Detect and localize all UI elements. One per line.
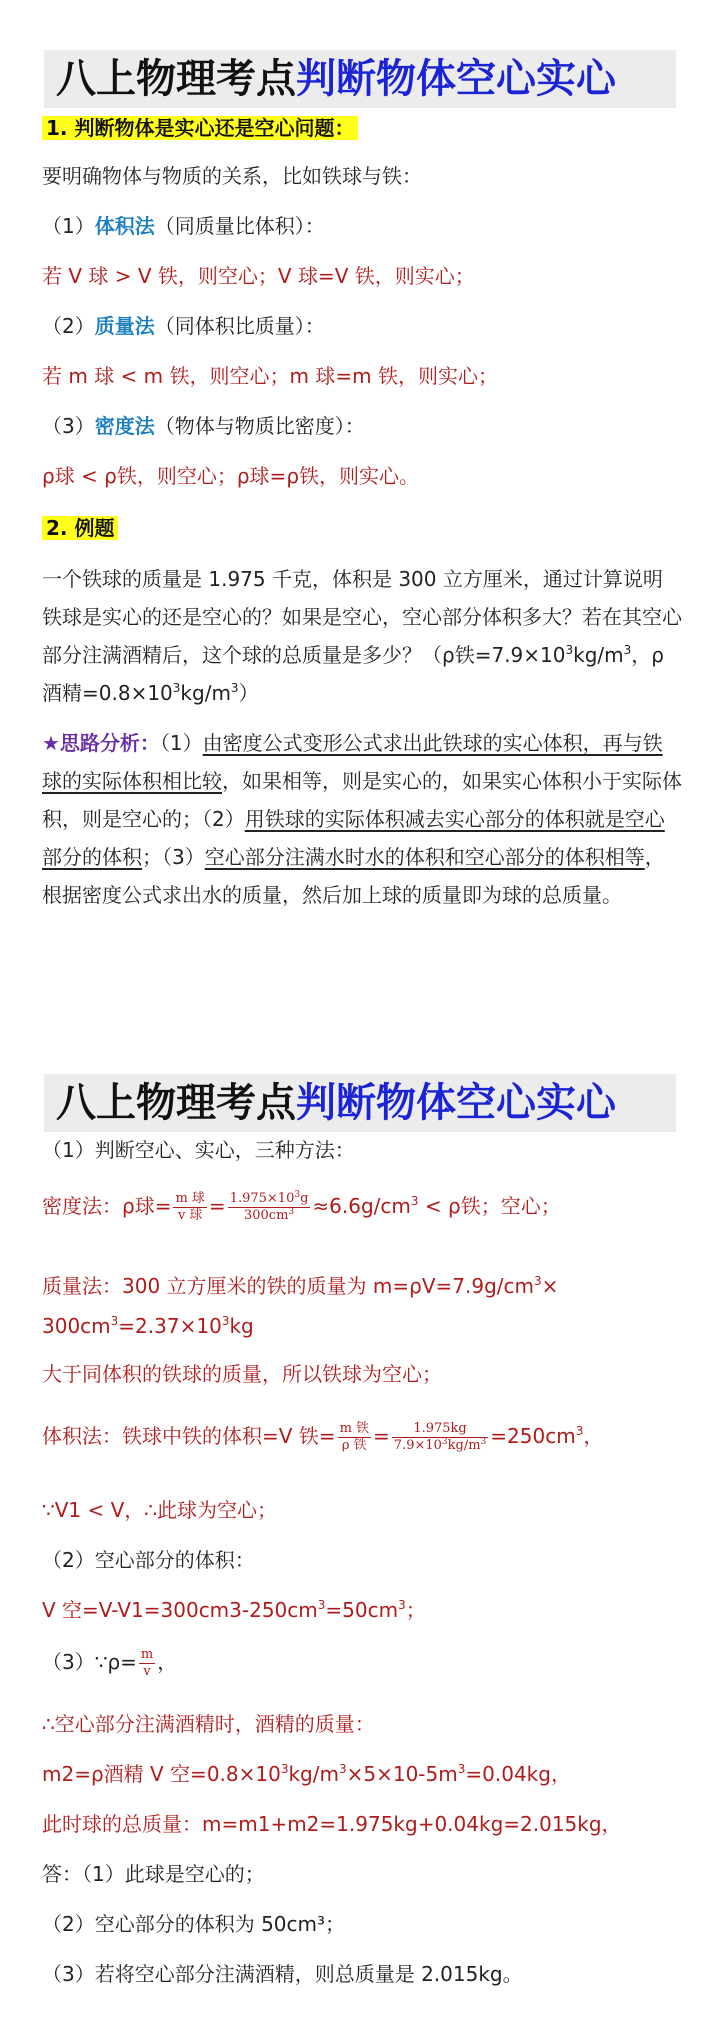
- method2-keyword: 质量法: [94, 314, 155, 338]
- analysis-label: ★思路分析：: [42, 731, 160, 755]
- part2-heading: （2）空心部分的体积：: [42, 1548, 255, 1572]
- title-black-part: 八上物理考点: [56, 56, 296, 102]
- heading-2: 2. 例题: [42, 514, 679, 542]
- title-blue-part: 判断物体空心实心: [296, 1080, 616, 1126]
- method1-keyword: 体积法: [94, 214, 155, 238]
- intro-text: 要明确物体与物质的关系，比如铁球与铁：: [42, 164, 422, 188]
- title-black-part: 八上物理考点: [56, 1080, 296, 1126]
- section2-title: [44, 1074, 676, 1132]
- answer-1: 答：（1）此球是空心的；: [42, 1862, 265, 1886]
- section1-title: [44, 50, 676, 108]
- density-method: 密度法：ρ球= $\frac{\text{m 球}}{\text{v 球}}$ = $\frac{1.975\times 10^3g}{300cm^3}$ $\approx 6.6g/cm^3 < \rho$铁；空心；: [42, 1190, 561, 1223]
- method3-keyword: 密度法: [94, 414, 155, 438]
- heading-1: 1. 判断物体是实心还是空心问题：: [42, 114, 679, 142]
- part1-heading: （1）判断空心、实心，三种方法：: [42, 1138, 355, 1162]
- problem-text: 一个铁球的质量是 1.975 千克，体积是 300 立方厘米，通过计算说明铁球是实心的还是空心的？如果是空心，空心部分体积多大？若在其空心部分注满酒精后，这个球的总质量是多少？（ρ铁$=7.9\times 10^3kg/m^3$，ρ酒精$=0.8\times 10^3kg/m^3$）: [42, 567, 682, 705]
- mass-method: 质量法：300 立方厘米的铁的质量为 $m=\rho V=7.9g/cm^3\times$ $300cm^3=2.37\times 10^3kg$: [42, 1274, 559, 1338]
- title-blue-part: 判断物体空心实心: [296, 56, 616, 102]
- total-mass: 此时球的总质量：m=m1+m2=1.975kg+0.04kg=2.015kg，: [42, 1812, 622, 1836]
- method1-rule: 若 V 球 > V 铁，则空心；V 球=V 铁，则实心；: [42, 264, 475, 288]
- answer-3: （3）若将空心部分注满酒精，则总质量是 2.015kg。: [42, 1962, 523, 1986]
- method2-line: （2）质量法（同体积比质量）：: [42, 314, 325, 338]
- volume-fraction-2: $\frac{1.975kg}{7.9\times 10^3kg/m^3}$: [393, 1421, 487, 1453]
- alcohol-mass: m2=ρ酒精 V 空$=0.8\times 10^3kg/m^3\times 5\times 10-5m^3=0.04kg$，: [42, 1762, 571, 1786]
- density-formula-fraction: $\frac{m}{v}$: [140, 1647, 154, 1679]
- method3-rule: ρ球 < ρ铁，则空心；ρ球=ρ铁，则实心。: [42, 464, 420, 488]
- alcohol-intro: ∴空心部分注满酒精时，酒精的质量：: [42, 1712, 375, 1736]
- mass-conclusion: 大于同体积的铁球的质量，所以铁球为空心；: [42, 1362, 442, 1386]
- part3-heading: （3）∵ρ= $\frac{m}{v}$ ，: [42, 1647, 178, 1679]
- hollow-volume: V 空$=V-V1=300cm3-250cm^3=50cm^3$；: [42, 1598, 426, 1622]
- density-fraction-1: $\frac{\text{m 球}}{\text{v 球}}$: [175, 1191, 205, 1223]
- volume-method: 体积法：铁球中铁的体积=V 铁= $\frac{\text{m 铁}}{\text{ρ 铁}}$ = $\frac{1.975kg}{7.9\times 10^3kg/m^3}$ $=250cm^3$，: [42, 1421, 604, 1453]
- volume-fraction-1: $\frac{\text{m 铁}}{\text{ρ 铁}}$: [339, 1421, 370, 1453]
- method1-line: （1）体积法（同质量比体积）：: [42, 214, 325, 238]
- method3-line: （3）密度法（物体与物质比密度）：: [42, 414, 365, 438]
- density-fraction-2: $\frac{1.975\times 10^3g}{300cm^3}$: [229, 1190, 309, 1223]
- answer-2: （2）空心部分的体积为 50cm³；: [42, 1912, 346, 1936]
- analysis-text: ★思路分析：（1）由密度公式变形公式求出此铁球的实心体积，再与铁球的实际体积相比较，如果相等，则是实心的，如果实心体积小于实际体积，则是空心的；（2）用铁球的实际体积减去实心部分的体积就是空心部分的体积；（3）空心部分注满水时水的体积和空心部分的体积相等，根据密度公式求出水的质量，然后加上球的质量即为球的总质量。: [42, 731, 682, 907]
- volume-conclusion: ∵V1 < V，∴此球为空心；: [42, 1498, 278, 1522]
- method2-rule: 若 m 球 < m 铁，则空心；m 球=m 铁，则实心；: [42, 364, 498, 388]
